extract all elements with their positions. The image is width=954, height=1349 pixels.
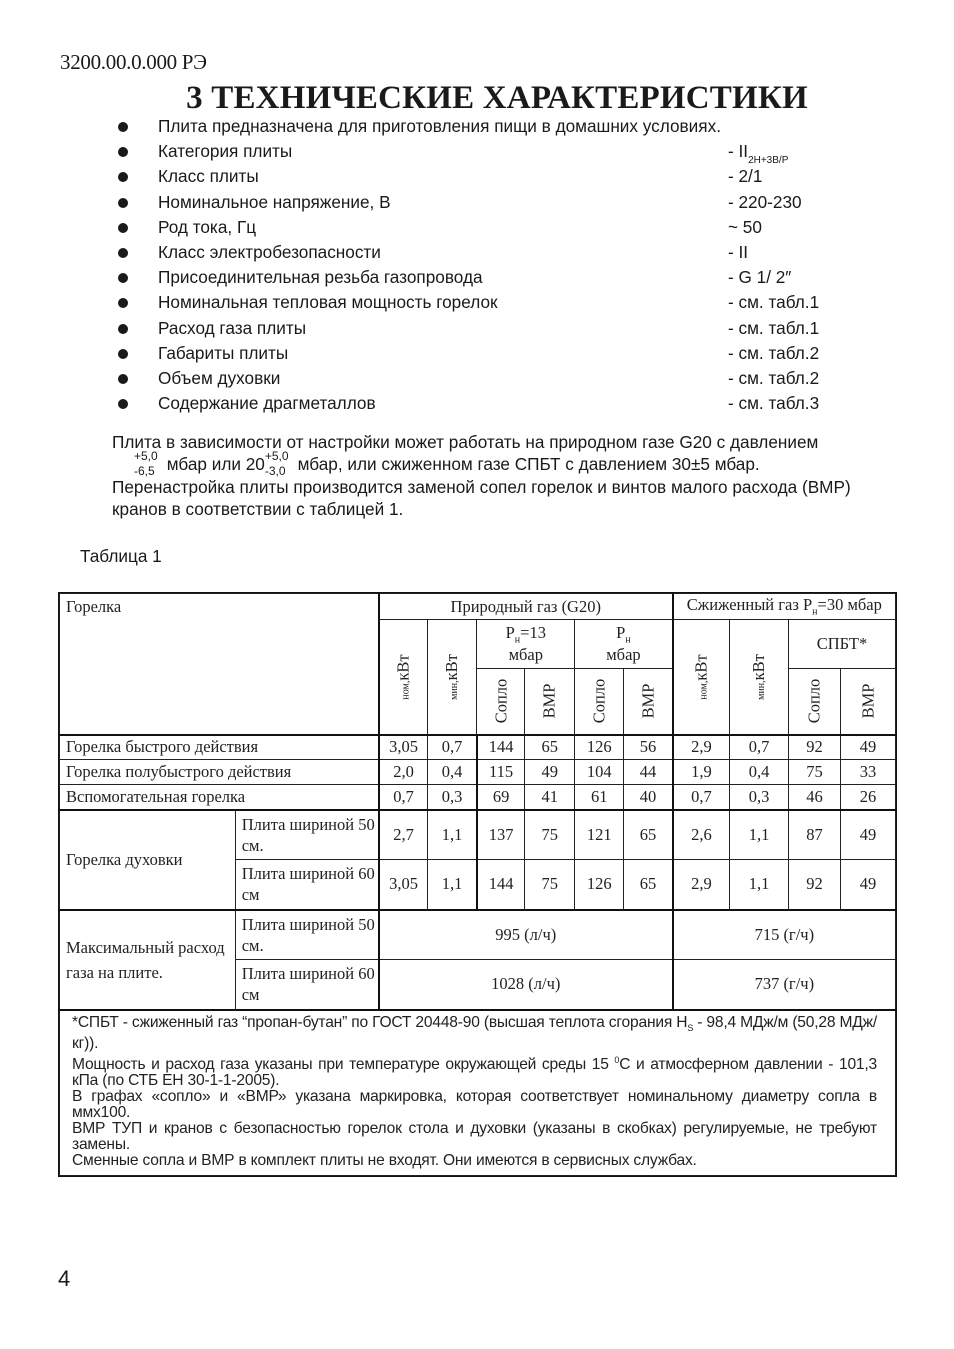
bullet-icon	[118, 147, 128, 157]
header-bmr: ВМР	[525, 669, 575, 735]
row-label: Горелка полубыстрого действия	[60, 760, 379, 785]
cell: 2,0	[379, 760, 428, 785]
header-spbt: СПБТ*	[789, 620, 896, 669]
spec-label: Присоединительная резьба газопровода	[158, 267, 483, 288]
cell: 2,6	[673, 810, 730, 860]
table-caption: Таблица 1	[80, 546, 162, 566]
spec-label: Номинальное напряжение, В	[158, 191, 391, 212]
header-bmr: ВМР	[624, 669, 673, 735]
cell: 49	[841, 810, 896, 860]
cell: 0,7	[730, 735, 789, 760]
spec-value: - G 1/ 2″	[728, 267, 792, 288]
cell: 104	[575, 760, 624, 785]
cell: 121	[575, 810, 624, 860]
cell: 0,7	[379, 785, 428, 810]
header-nozzle: Сопло	[575, 669, 624, 735]
table-row	[60, 785, 896, 810]
bullet-icon	[118, 172, 128, 182]
spec-item	[118, 366, 838, 391]
spec-item	[118, 391, 838, 416]
header-lpg-min-kw: мин,кВт	[730, 620, 789, 735]
note-bmr: ВМР ТУП и кранов с безопасностью горелок стола и духовки (указаны в скобках) регулируемые, не требуют замены.	[72, 1119, 877, 1153]
spec-item	[118, 290, 838, 315]
spec-value: - 220-230	[728, 191, 802, 212]
cell: 0,4	[730, 760, 789, 785]
header-lpg-nom-kw: ном,кВт	[673, 620, 730, 735]
cell: 56	[624, 735, 673, 760]
cell: 44	[624, 760, 673, 785]
cell: 41	[525, 785, 575, 810]
cell: 69	[477, 785, 525, 810]
cell: 2,7	[379, 810, 428, 860]
spec-value: - 2/1	[728, 166, 763, 187]
bullet-icon	[118, 122, 128, 132]
header-nom-kw: ном,кВт	[379, 620, 428, 735]
header-burner: Горелка	[60, 594, 379, 735]
spec-label: Плита предназначена для приготовления пищи в домашних условиях.	[158, 116, 721, 136]
spec-item	[118, 341, 838, 366]
max-flow-natural: 995 (л/ч)	[379, 910, 673, 960]
header-p13: $P_н=13$ мбар	[477, 620, 575, 669]
cell: 33	[841, 760, 896, 785]
cell: 1,9	[673, 760, 730, 785]
row-sublabel: Плита шириной 60 см	[235, 960, 379, 1010]
header-natural-gas: Природный газ (G20)	[379, 594, 673, 620]
cell: 137	[477, 810, 525, 860]
max-flow-lpg: 737 (г/ч)	[673, 960, 896, 1010]
bullet-icon	[118, 198, 128, 208]
cell: 65	[525, 735, 575, 760]
burner-table	[59, 593, 896, 1176]
gas-pressure-paragraph	[112, 431, 902, 520]
spec-label: Расход газа плиты	[158, 317, 307, 338]
header-nozzle: Сопло	[477, 669, 525, 735]
cell: 1,1	[730, 810, 789, 860]
header-lpg: Сжиженный газ $P_н=30$ мбар	[673, 594, 896, 620]
cell: 0,7	[428, 735, 477, 760]
spec-value: - см. табл.2	[728, 342, 820, 363]
spec-item	[118, 190, 838, 215]
bullet-icon	[118, 399, 128, 409]
cell: 144	[477, 735, 525, 760]
cell: 75	[789, 760, 841, 785]
header-nozzle: Сопло	[789, 669, 841, 735]
cell: 115	[477, 760, 525, 785]
bullet-icon	[118, 324, 128, 334]
cell: 75	[525, 860, 575, 910]
row-label: Вспомогательная горелка	[60, 785, 379, 810]
bullet-icon	[118, 298, 128, 308]
spec-label: Класс электробезопасности	[158, 241, 381, 262]
max-flow-natural: 1028 (л/ч)	[379, 960, 673, 1010]
cell: 0,4	[428, 760, 477, 785]
cell: 61	[575, 785, 624, 810]
bullet-icon	[118, 223, 128, 233]
spec-label: Класс плиты	[158, 166, 259, 187]
cell: 126	[575, 735, 624, 760]
page-number: 4	[58, 1266, 71, 1291]
document-code: 3200.00.0.000 РЭ	[60, 50, 207, 74]
spec-value: - см. табл.1	[728, 292, 820, 313]
spec-value: - см. табл.3	[728, 393, 820, 414]
cell: 49	[525, 760, 575, 785]
cell: 1,1	[730, 860, 789, 910]
cell: 2,9	[673, 735, 730, 760]
paragraph-line: кранов в соответствии с таблицей 1.	[112, 499, 404, 519]
cell: 3,05	[379, 860, 428, 910]
table-row	[60, 760, 896, 785]
bullet-icon	[118, 374, 128, 384]
row-label: Горелка быстрого действия	[60, 735, 379, 760]
cell: 1,1	[428, 810, 477, 860]
cell: 75	[525, 810, 575, 860]
note-replacement: Сменные сопла и ВМР в комплект плиты не входят. Они имеются в сервисных службах.	[72, 1151, 697, 1169]
row-label-oven: Горелка духовки	[60, 810, 236, 910]
table-notes-row	[60, 1010, 896, 1176]
spec-label: Габариты плиты	[158, 342, 289, 363]
note-marking: В графах «сопло» и «ВМР» указана маркировка, которая соответствует номинальному диаметру сопла в ммх100.	[72, 1087, 877, 1121]
table-row	[60, 910, 896, 960]
spec-label: Объем духовки	[158, 367, 281, 388]
row-label-max-flow: Максимальный расход газа на плите.	[60, 910, 236, 1010]
header-p20: $P_н$ мбар	[575, 620, 673, 669]
max-flow-lpg: 715 (г/ч)	[673, 910, 896, 960]
cell: 49	[841, 860, 896, 910]
cell: 92	[789, 860, 841, 910]
row-sublabel: Плита шириной 50 см.	[235, 910, 379, 960]
spec-label: Содержание драгметаллов	[158, 393, 376, 414]
spec-value: - см. табл.2	[728, 367, 820, 388]
note-spbt: *СПБТ - сжиженный газ “пропан-бутан” по ГОСТ 20448-90 (высшая теплота сгорания $H_S - 98,4$ МДж/м (50,28 МДж/кг)).	[72, 1013, 877, 1052]
row-sublabel: Плита шириной 60 см	[235, 860, 379, 910]
header-bmr: ВМР	[841, 669, 896, 735]
tolerance-1: +5,0 -6,5	[134, 449, 158, 478]
cell: 87	[789, 810, 841, 860]
cell: 1,1	[428, 860, 477, 910]
paragraph-line: Плита в зависимости от настройки может работать на природном газе G20 с давлением	[112, 432, 819, 452]
cell: 65	[624, 860, 673, 910]
cell: 46	[789, 785, 841, 810]
cell: 92	[789, 735, 841, 760]
spec-label: Номинальная тепловая мощность горелок	[158, 292, 498, 313]
note-conditions: Мощность и расход газа указаны при температуре окружающей среды 15 $^0$С и атмосферном давлении - 101,3 кПа (по СТБ ЕН 30-1-1-2005).	[72, 1054, 878, 1089]
table-row	[60, 810, 896, 860]
spec-label: Категория плиты	[158, 141, 293, 162]
spec-value: - II	[728, 241, 749, 262]
bullet-icon	[118, 248, 128, 258]
cell: 40	[624, 785, 673, 810]
bullet-icon	[118, 349, 128, 359]
spec-item	[118, 215, 838, 240]
row-sublabel: Плита шириной 50 см.	[235, 810, 379, 860]
spec-list	[118, 114, 838, 416]
spec-item	[118, 240, 838, 265]
cell: 0,7	[673, 785, 730, 810]
paragraph-line: Перенастройка плиты производится заменой сопел горелок и винтов малого расхода (ВМР)	[112, 477, 851, 497]
spec-value: - $II_{2H+3B/P}$	[728, 141, 789, 167]
spec-value: - см. табл.1	[728, 317, 820, 338]
table-row	[60, 735, 896, 760]
cell: 0,3	[730, 785, 789, 810]
spec-label: Род тока, Гц	[158, 216, 257, 237]
paragraph-line: +5,0 -6,5 мбар или 20 +5,0 -3,0 мбар, или сжиженном газе СПБТ с давлением 30±5 мбар.	[134, 449, 760, 478]
section-title: 3 ТЕХНИЧЕСКИЕ ХАРАКТЕРИСТИКИ	[186, 80, 808, 116]
cell: 49	[841, 735, 896, 760]
cell: 144	[477, 860, 525, 910]
cell: 65	[624, 810, 673, 860]
tolerance-2: +5,0 -3,0	[264, 449, 289, 478]
spec-item	[118, 139, 838, 167]
bullet-icon	[118, 273, 128, 283]
cell: 3,05	[379, 735, 428, 760]
header-min-kw: мин,кВт	[428, 620, 477, 735]
cell: 2,9	[673, 860, 730, 910]
spec-item	[118, 316, 838, 341]
table-notes	[60, 1010, 896, 1176]
cell: 126	[575, 860, 624, 910]
cell: 0,3	[428, 785, 477, 810]
spec-item	[118, 265, 838, 290]
cell: 26	[841, 785, 896, 810]
spec-value: ~ 50	[728, 216, 762, 237]
spec-item	[118, 114, 838, 139]
spec-item	[118, 164, 838, 189]
